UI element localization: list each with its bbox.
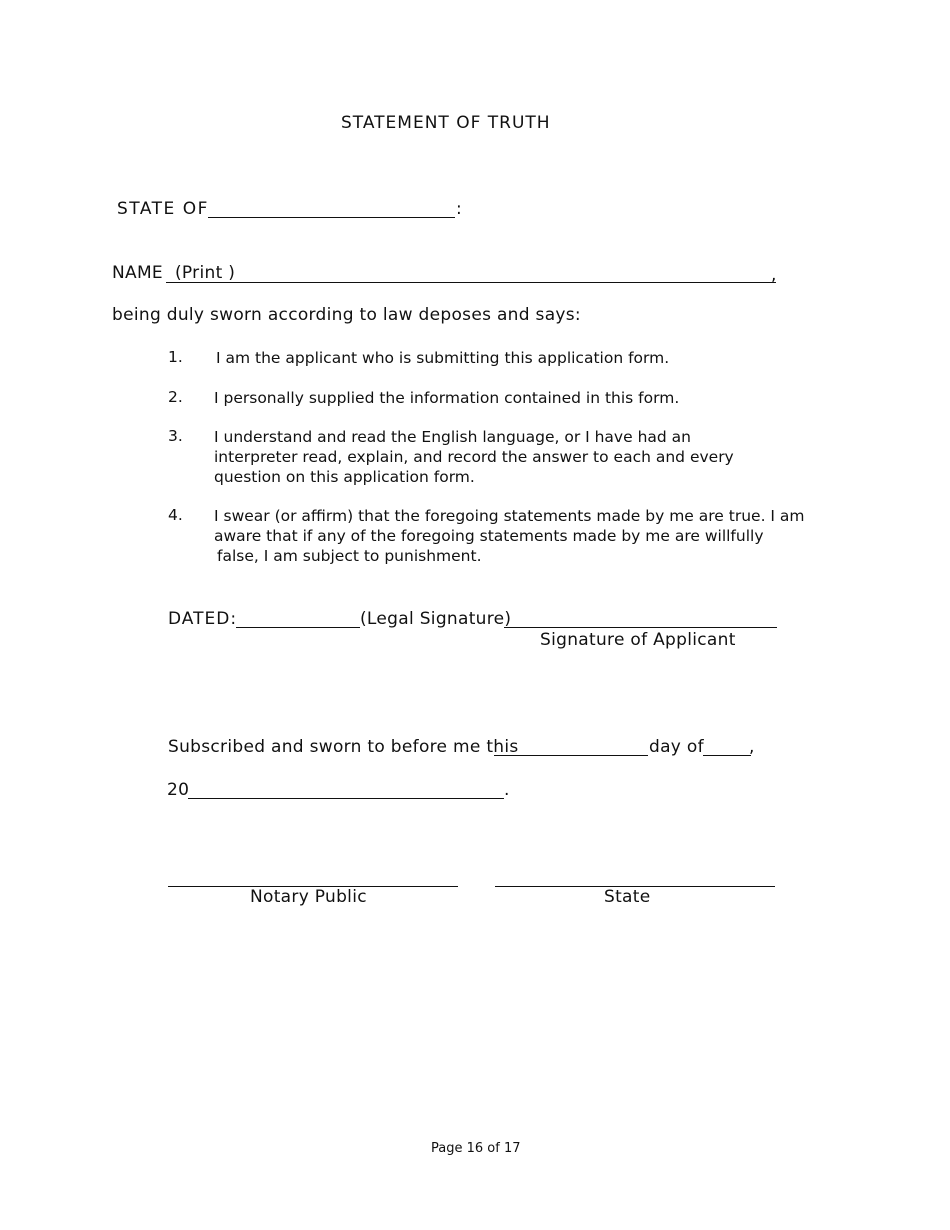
state-caption: State: [604, 887, 651, 907]
name-comma: ,: [771, 265, 777, 285]
subscribed-text: Subscribed and sworn to before me this: [168, 737, 519, 757]
state-of-field[interactable]: [208, 217, 455, 218]
page-title: STATEMENT OF TRUTH: [341, 113, 551, 133]
notary-caption: Notary Public: [250, 887, 367, 907]
state-of-colon: :: [456, 199, 463, 219]
state-of-label: STATE OF: [117, 199, 209, 219]
name-label: NAME: [112, 263, 163, 283]
item-text-line: aware that if any of the foregoing statements made by me are willfully: [214, 527, 764, 545]
item-text: I am the applicant who is submitting this application form.: [216, 349, 670, 367]
item-number: 2.: [168, 388, 183, 406]
item-text: I personally supplied the information contained in this form.: [214, 389, 680, 407]
item-text-line: question on this application form.: [214, 468, 475, 486]
item-text-line: interpreter read, explain, and record the answer to each and every: [214, 448, 734, 466]
legal-signature-label: (Legal Signature): [360, 609, 512, 629]
name-print-label: (Print ): [175, 263, 236, 283]
year-field[interactable]: [188, 798, 504, 799]
dated-field[interactable]: [236, 627, 360, 628]
item-text-line: I understand and read the English language, or I have had an: [214, 428, 691, 446]
dated-label: DATED:: [168, 609, 238, 629]
item-text-line: false, I am subject to punishment.: [217, 547, 482, 565]
day-of-label: day of: [649, 737, 704, 757]
intro-text: being duly sworn according to law deposes and says:: [112, 305, 581, 325]
name-field[interactable]: [166, 282, 776, 283]
signature-caption: Signature of Applicant: [540, 630, 736, 650]
day-field[interactable]: [494, 755, 648, 756]
year-prefix: 20: [167, 780, 190, 800]
item-number: 1.: [168, 348, 183, 366]
year-period: .: [504, 780, 510, 800]
item-number: 4.: [168, 506, 183, 524]
page-number: Page 16 of 17: [431, 1141, 521, 1156]
item-text-line: I swear (or affirm) that the foregoing statements made by me are true. I am: [214, 507, 805, 525]
subscribed-comma: ,: [749, 737, 755, 757]
signature-field[interactable]: [504, 627, 777, 628]
month-field[interactable]: [703, 755, 751, 756]
item-number: 3.: [168, 427, 183, 445]
